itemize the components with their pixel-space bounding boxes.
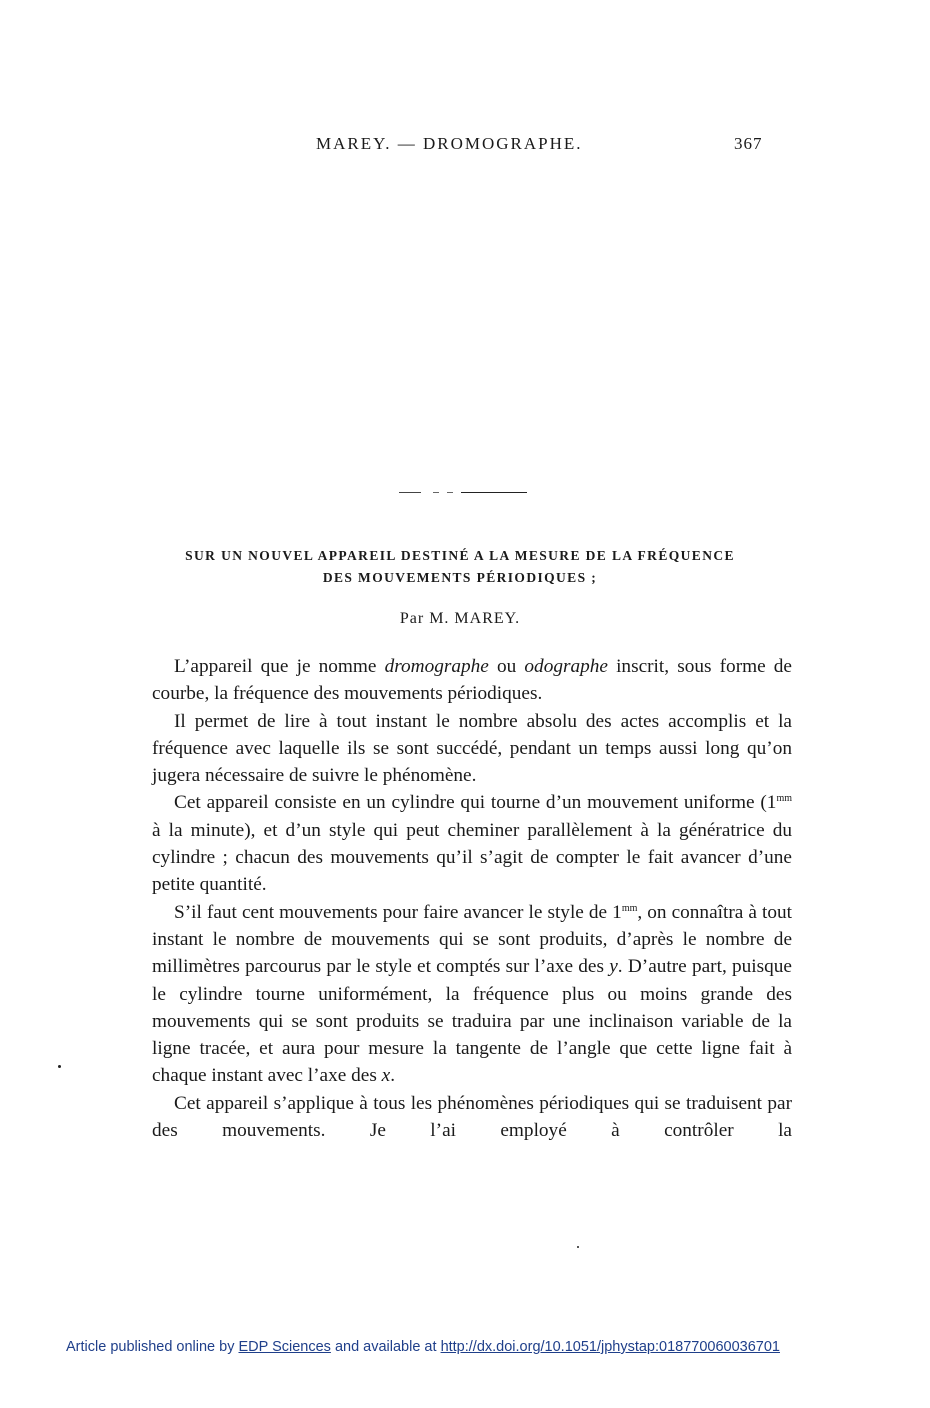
paragraph-4: S’il faut cent mouvements pour faire avancer le style de $1^{mm}$, on connaîtra à tout instant le nombre de mouvements qui se sont produits, d’après le nombre de millimètres parcourus par le style et comptés sur l’axe des y. D’autre part, puisque le cylindre tourne uniformément, la fréquence plus ou moins grande des mouvements qui se sont produits se traduira par une inclinaison variable de la ligne tracée, et aura pour mesure la tangente de l’angle que cette ligne fait à chaque instant avec l’axe des x.: [152, 901, 792, 1087]
paragraph-1: L’appareil que je nomme dromographe ou odographe inscrit, sous forme de courbe, la fréquence des mouvements périodiques.: [152, 656, 792, 705]
scan-speck: [577, 1246, 579, 1248]
doi-link[interactable]: http://dx.doi.org/10.1051/jphystap:018770060036701: [440, 1339, 780, 1355]
article-body: [152, 653, 792, 1144]
article-title-line-1: SUR UN NOUVEL APPAREIL DESTINÉ A LA MESURE DE LA FRÉQUENCE: [185, 548, 735, 563]
byline: [130, 610, 790, 628]
paragraph-5: Cet appareil s’applique à tous les phénomènes périodiques qui se traduisent par des mouvements. Je l’ai employé à contrôler la: [152, 1092, 792, 1142]
article-title-line-2: DES MOUVEMENTS PÉRIODIQUES ;: [322, 570, 598, 585]
title-separator-rule: [399, 492, 527, 494]
article-title: [130, 545, 790, 589]
publication-footer: Article published online by EDP Sciences and available at http://dx.doi.org/10.1051/jphystap:018770060036701: [66, 1339, 780, 1355]
byline-par: Par: [399, 610, 425, 627]
edp-sciences-link[interactable]: EDP Sciences: [238, 1339, 331, 1355]
running-head: MAREY. — DROMOGRAPHE.: [316, 134, 583, 153]
paragraph-3: Cet appareil consiste en un cylindre qui tourne d’un mouvement uniforme ($1^{mm}$ à la minute), et d’un style qui peut cheminer parallèlement à la génératrice du cylindre ; chacun des mouvements qu’il s’agit de compter le fait avancer d’une petite quantité.: [152, 792, 792, 896]
scan-speck: [58, 1065, 61, 1068]
term-odographe: odographe: [524, 656, 608, 677]
term-dromographe: dromographe: [384, 656, 489, 677]
byline-author: M. MAREY.: [429, 610, 521, 627]
page-number: 367: [734, 134, 763, 153]
paragraph-2: Il permet de lire à tout instant le nombre absolu des actes accomplis et la fréquence avec laquelle ils se sont succédé, pendant un temps aussi long qu’on jugera nécessaire de suivre le phénomène.: [152, 710, 792, 787]
